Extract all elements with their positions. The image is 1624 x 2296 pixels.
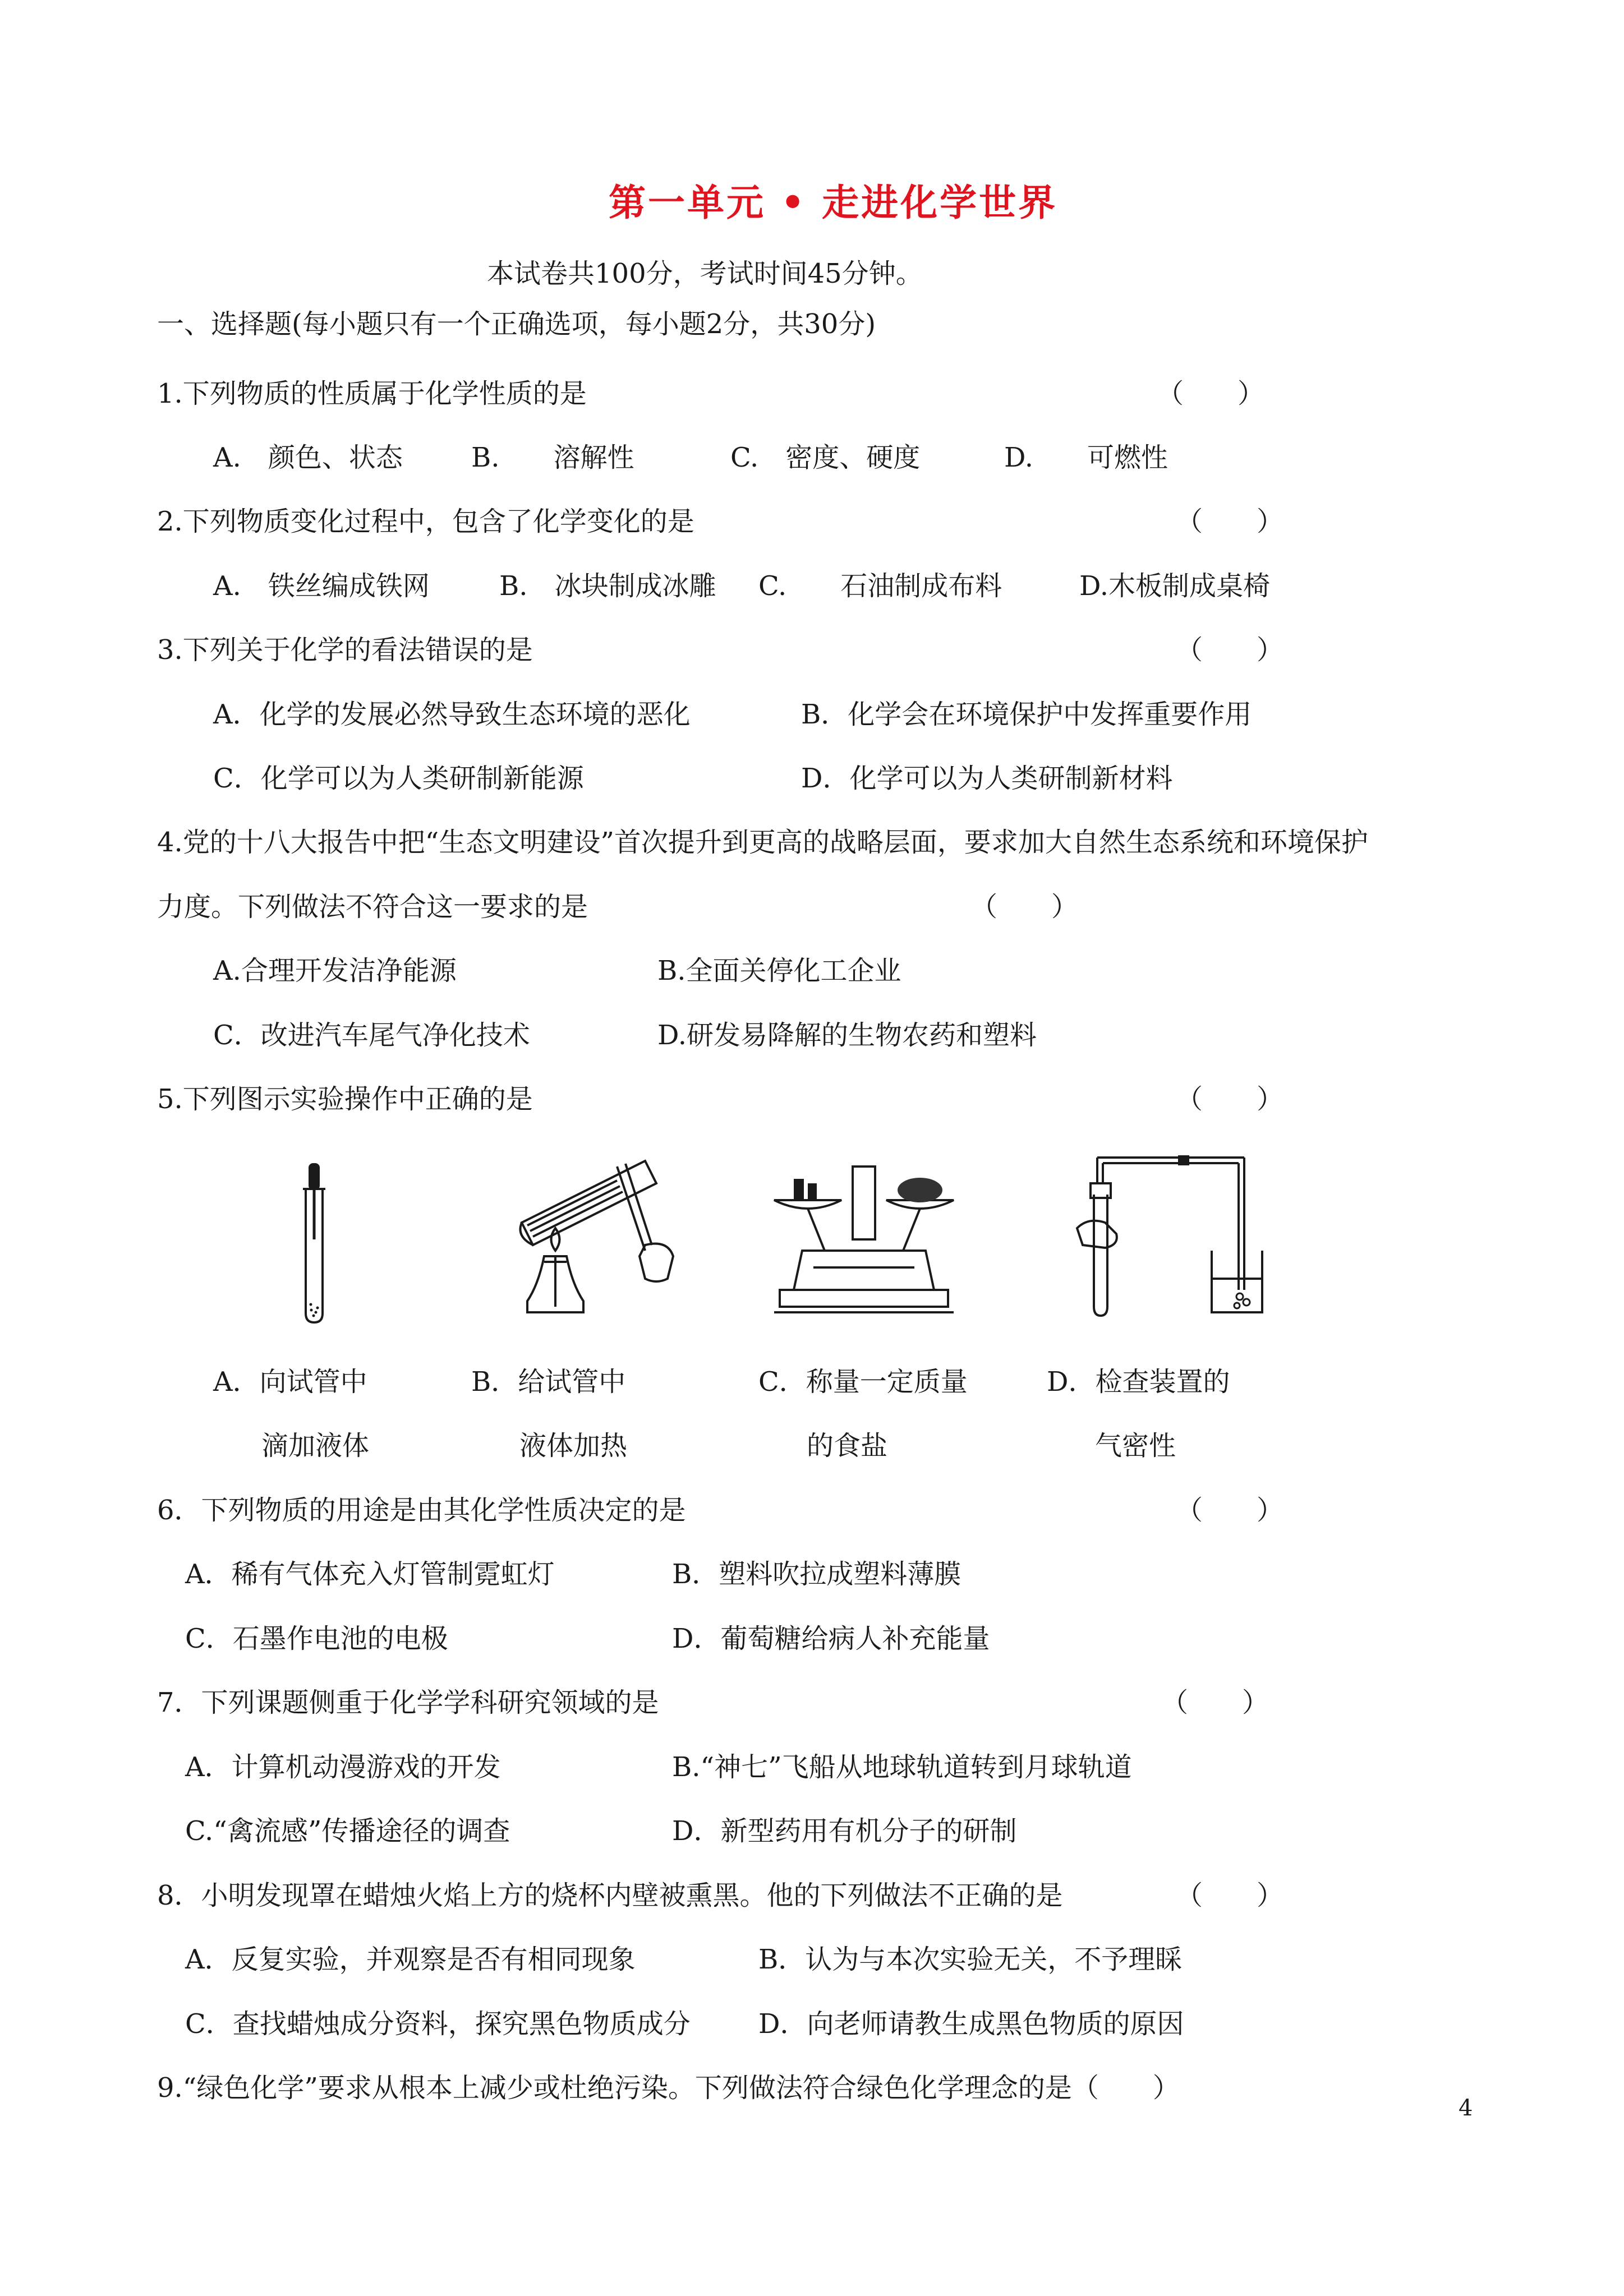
question-2-stem: 2.下列物质变化过程中，包含了化学变化的是: [157, 506, 694, 537]
section-heading: 一、选择题(每小题只有一个正确选项，每小题2分，共30分): [157, 308, 876, 340]
dropper-test-tube-figure: [280, 1155, 348, 1324]
answer-blank-6[interactable]: （ ）: [1176, 1495, 1284, 1526]
q1-option-a: A. 颜色、状态: [213, 442, 403, 473]
q5-option-a-line2: 滴加液体: [261, 1430, 370, 1461]
question-5-stem: 5.下列图示实验操作中正确的是: [157, 1084, 533, 1115]
q2-option-b: B. 冰块制成冰雕: [499, 570, 716, 602]
q6-option-b: B．塑料吹拉成塑料薄膜: [672, 1559, 961, 1590]
q4-option-a: A.合理开发洁净能源: [213, 955, 457, 986]
q2-option-c: C. 石油制成布料: [758, 570, 1002, 602]
question-8-stem: 8．小明发现罩在蜡烛火焰上方的烧杯内壁被熏黑。他的下列做法不正确的是: [157, 1880, 1063, 1911]
exam-info: 本试卷共100分，考试时间45分钟。: [487, 258, 923, 289]
heating-test-tube-figure: [505, 1144, 696, 1335]
q5-option-a-line1: A．向试管中: [213, 1366, 367, 1398]
answer-blank-4[interactable]: （ ）: [970, 891, 1079, 923]
q8-option-c: C．查找蜡烛成分资料，探究黑色物质成分: [185, 2008, 691, 2040]
q1-option-d: D. 可燃性: [1004, 442, 1168, 473]
q8-option-d: D．向老师请教生成黑色物质的原因: [758, 2008, 1184, 2040]
question-6-stem: 6．下列物质的用途是由其化学性质决定的是: [157, 1495, 686, 1526]
balance-scale-figure: [769, 1155, 959, 1324]
answer-blank-2[interactable]: （ ）: [1176, 506, 1284, 537]
q6-option-c: C．石墨作电池的电极: [185, 1623, 448, 1654]
q7-option-d: D．新型药用有机分子的研制: [672, 1815, 1017, 1847]
answer-blank-8[interactable]: （ ）: [1176, 1880, 1284, 1911]
q1-option-c: C. 密度、硬度: [730, 442, 921, 473]
q5-option-b-line1: B．给试管中: [471, 1366, 626, 1398]
q5-option-c-line1: C．称量一定质量: [758, 1366, 968, 1398]
answer-blank-7[interactable]: （ ）: [1161, 1687, 1269, 1718]
question-3-stem: 3.下列关于化学的看法错误的是: [157, 634, 533, 666]
q6-option-a: A．稀有气体充入灯管制霓虹灯: [185, 1559, 555, 1590]
q3-option-b: B．化学会在环境保护中发挥重要作用: [801, 699, 1252, 730]
q3-option-a: A．化学的发展必然导致生态环境的恶化: [213, 699, 691, 730]
q5-option-b-line2: 液体加热: [519, 1430, 628, 1461]
q4-option-b: B.全面关停化工企业: [657, 955, 901, 986]
q3-option-d: D．化学可以为人类研制新材料: [801, 763, 1173, 794]
q7-option-a: A．计算机动漫游戏的开发: [185, 1751, 501, 1783]
page-title: 第一单元 • 走进化学世界: [609, 181, 1058, 224]
question-9-stem: 9.“绿色化学”要求从根本上减少或杜绝污染。下列做法符合绿色化学理念的是（ ）: [157, 2072, 1180, 2104]
q6-option-d: D．葡萄糖给病人补充能量: [672, 1623, 990, 1654]
question-4-stem-line1: 4.党的十八大报告中把“生态文明建设”首次提升到更高的战略层面，要求加大自然生态系统和环境保护: [157, 827, 1368, 858]
q5-option-d-line2: 气密性: [1095, 1430, 1176, 1461]
airtightness-check-figure: [1066, 1150, 1268, 1318]
answer-blank-3[interactable]: （ ）: [1176, 634, 1284, 666]
q5-option-d-line1: D．检查装置的: [1047, 1366, 1230, 1398]
answer-blank-1[interactable]: （ ）: [1157, 378, 1265, 409]
q1-option-b: B. 溶解性: [471, 442, 634, 473]
page-number: 4: [1459, 2095, 1473, 2121]
q2-option-a: A. 铁丝编成铁网: [213, 570, 430, 602]
q5-option-c-line2: 的食盐: [807, 1430, 888, 1461]
q2-option-d: D.木板制成桌椅: [1079, 570, 1271, 602]
question-1-stem: 1.下列物质的性质属于化学性质的是: [157, 378, 587, 409]
question-4-stem-line2: 力度。下列做法不符合这一要求的是: [157, 891, 588, 923]
q7-option-c: C.“禽流感”传播途径的调查: [185, 1815, 510, 1847]
q7-option-b: B.“神七”飞船从地球轨道转到月球轨道: [672, 1751, 1132, 1783]
answer-blank-5[interactable]: （ ）: [1176, 1084, 1284, 1115]
q8-option-a: A．反复实验，并观察是否有相同现象: [185, 1944, 636, 1975]
q3-option-c: C．化学可以为人类研制新能源: [213, 763, 584, 794]
question-7-stem: 7．下列课题侧重于化学学科研究领域的是: [157, 1687, 659, 1718]
q4-option-c: C．改进汽车尾气净化技术: [213, 1020, 530, 1051]
q8-option-b: B．认为与本次实验无关，不予理睬: [758, 1944, 1183, 1975]
q4-option-d: D.研发易降解的生物农药和塑料: [657, 1020, 1037, 1051]
